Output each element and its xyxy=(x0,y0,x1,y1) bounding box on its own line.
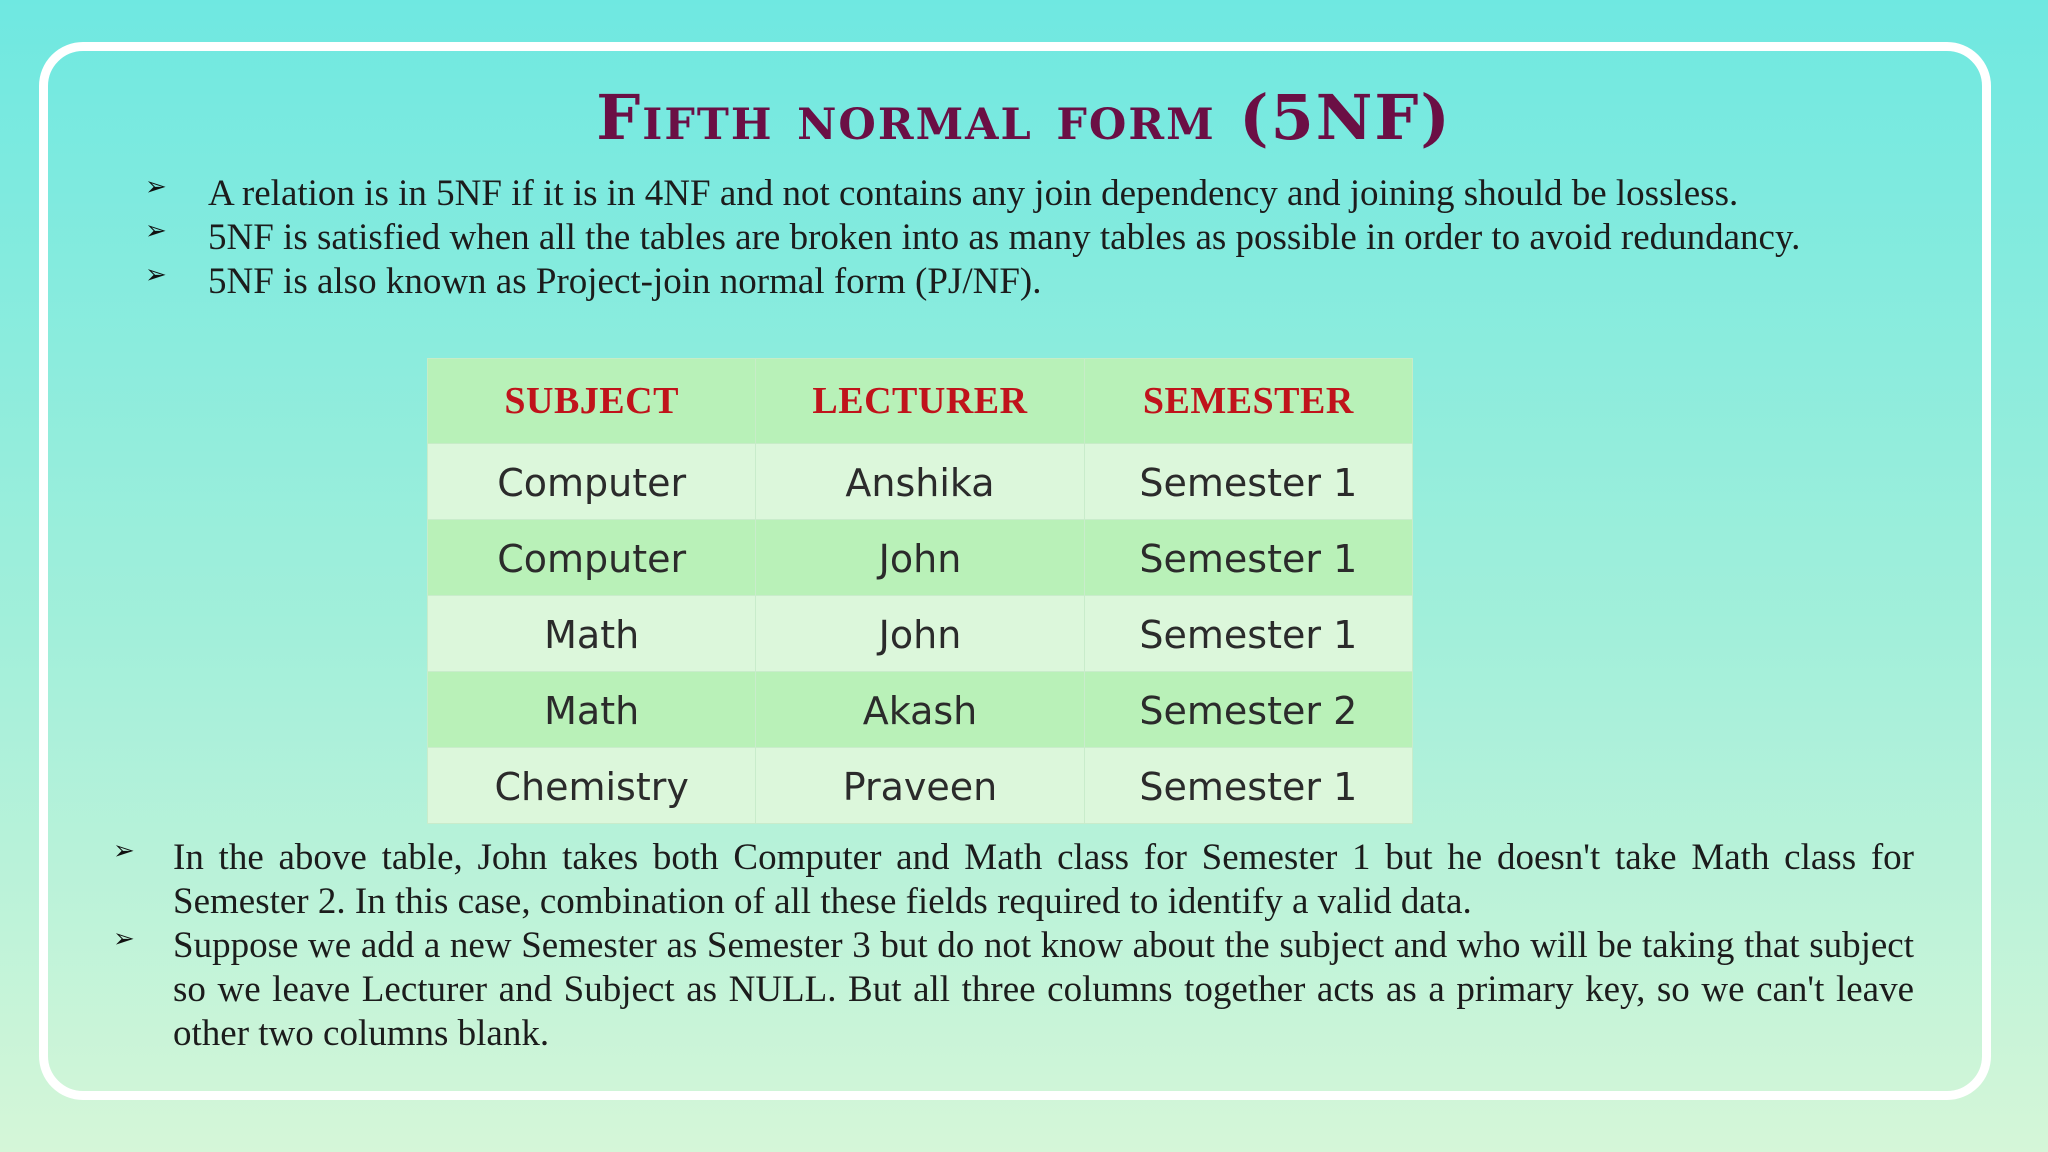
table-header-row xyxy=(428,359,1413,444)
data-table xyxy=(427,358,1413,824)
bullet-text: 5NF is satisfied when all the tables are broken into as many tables as possible in order to avoid redundancy. xyxy=(208,217,1801,258)
cell-lecturer: Akash xyxy=(756,672,1084,748)
bottom-bullet-list xyxy=(113,836,1914,1056)
table-row xyxy=(428,444,1413,520)
cell-semester: Semester 1 xyxy=(1084,520,1412,596)
table-row xyxy=(428,520,1413,596)
arrowhead-icon: ➢ xyxy=(145,260,167,290)
slide-title: Fifth normal form (5NF) xyxy=(596,81,1452,154)
cell-lecturer: John xyxy=(756,520,1084,596)
cell-subject: Math xyxy=(428,596,756,672)
bullet-item xyxy=(113,836,1914,924)
bullet-item xyxy=(145,172,1914,216)
cell-subject: Chemistry xyxy=(428,748,756,824)
bullet-text: 5NF is also known as Project-join normal form (PJ/NF). xyxy=(208,261,1042,302)
cell-lecturer: John xyxy=(756,596,1084,672)
arrowhead-icon: ➢ xyxy=(113,924,135,954)
arrowhead-icon: ➢ xyxy=(145,172,167,202)
bullet-text: In the above table, John takes both Computer and Math class for Semester 1 but he doesn't take Math class for Semester 2. In this case, combination of all these fields required to identify a valid data. xyxy=(173,837,1914,922)
cell-semester: Semester 2 xyxy=(1084,672,1412,748)
bullet-text: Suppose we add a new Semester as Semester 3 but do not know about the subject and who will be taking that subject so we leave Lecturer and Subject as NULL. But all three columns together acts as a primary key, so we can't leave other two columns blank. xyxy=(173,925,1914,1054)
arrowhead-icon: ➢ xyxy=(145,216,167,246)
header-lecturer: LECTURER xyxy=(756,359,1084,444)
cell-semester: Semester 1 xyxy=(1084,748,1412,824)
bullet-item xyxy=(145,216,1914,260)
bullet-item xyxy=(113,924,1914,1056)
cell-semester: Semester 1 xyxy=(1084,444,1412,520)
top-bullet-list xyxy=(145,172,1914,304)
bullet-text: A relation is in 5NF if it is in 4NF and not contains any join dependency and joining should be lossless. xyxy=(208,173,1739,214)
header-semester: SEMESTER xyxy=(1084,359,1412,444)
bullet-item xyxy=(145,260,1914,304)
table-row xyxy=(428,596,1413,672)
cell-lecturer: Praveen xyxy=(756,748,1084,824)
arrowhead-icon: ➢ xyxy=(113,836,135,866)
data-table-container xyxy=(427,358,1413,824)
header-subject: SUBJECT xyxy=(428,359,756,444)
cell-subject: Computer xyxy=(428,444,756,520)
cell-subject: Math xyxy=(428,672,756,748)
table-row xyxy=(428,672,1413,748)
cell-semester: Semester 1 xyxy=(1084,596,1412,672)
table-row xyxy=(428,748,1413,824)
cell-lecturer: Anshika xyxy=(756,444,1084,520)
cell-subject: Computer xyxy=(428,520,756,596)
